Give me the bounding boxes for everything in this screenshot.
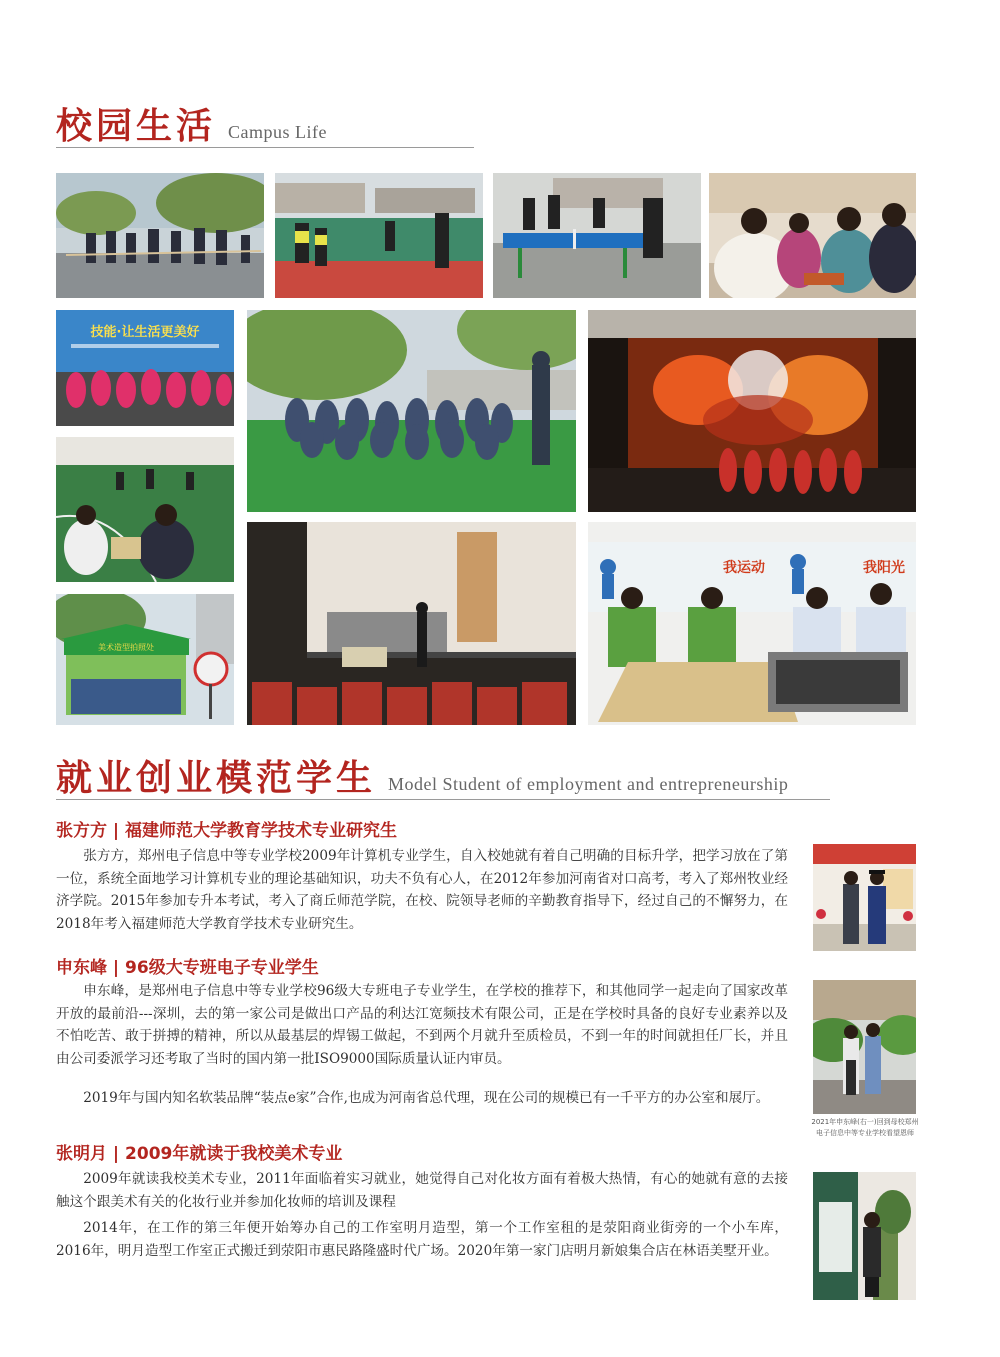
student-2-photo-caption: 2021年申东峰(右一)回到母校郑州电子信息中等专业学校看望恩师 [811,1118,919,1137]
campus-life-rule [56,147,474,148]
employment-title-en: Model Student of employment and entrepreneurship [388,774,789,794]
employment-rule [56,799,830,800]
stage-banner-text: 技能·让生活更美好 [90,325,200,340]
student-2-photo [813,980,916,1114]
employment-title-cn: 就业创业模范学生 [56,757,377,799]
booth-sign-text: 美术造型拍照处 [98,643,154,652]
student-2-paragraph-1: 申东峰，是郑州电子信息中等专业学校96级大专班电子专业学生，在学校的推荐下，和其他同学一起走向了国家改革开放的最前沿---深圳，去的第一家公司是做出口产品的利达江宽频技术有限公司，正是在学校时具备的良好专业素养以及不怕吃苦、敢于拼搏的精神，所以从最基层的焊锡工做起，不到两个月就升至质检员，不到一年的时间就担任厂长，并且由公司委派学习还考取了当时的国内第一批ISO9000国际质量认证内审员。 [56,983,788,1067]
campus-life-heading [56,98,327,149]
skills-competition-photo [588,522,916,725]
lecture-hall-photo [247,522,576,725]
sports-banner-text-2: 我阳光 [863,560,905,576]
student-2-paragraph-2: 2019年与国内知名软装品牌“装点e家”合作,也成为河南省总代理，现在公司的规模已有一千平方的办公室和展厅。 [83,1090,770,1106]
student-3-heading: 张明月 | 2009年就读于我校美术专业 [56,1144,343,1164]
student-1-paragraph-1: 张方方，郑州电子信息中等专业学校2009年计算机专业学生，自入校她就有着自己明确的目标升学，把学习放在了第一位，系统全面地学习计算机专业的理论基础知识，功夫不负有心人，在2012年参加河南省对口高考，考入了郑州牧业经济学院。2015年参加专升本考试，考入了商丘师范学院，在校、院领导老师的辛勤教育指导下，经过自己的不懈努力，在2018年考入福建师范大学教育学技术专业研究生。 [56,848,788,932]
board-game-photo [56,437,234,582]
campus-life-title-en: Campus Life [228,122,327,142]
military-training-photo [247,310,576,512]
cooking-class-photo [709,173,916,298]
student-3-paragraph-2: 2014年，在工作的第三年便开始筹办自己的工作室明月造型，第一个工作室租的是荥阳商业街旁的一个小车库，2016年，明月造型工作室正式搬迁到荥阳市惠民路隆盛时代广场。2020年第一家门店明月新娘集合店在林语美墅开业。 [56,1220,788,1259]
sports-banner-text: 我运动 [723,560,765,576]
stage-dance-banner-photo [56,310,234,426]
student-3-photo [813,1172,916,1300]
campus-life-title-cn: 校园生活 [56,105,217,147]
student-1-photo [813,844,916,951]
student-3-paragraph-1: 2009年就读我校美术专业，2011年面临着实习就业，她觉得自己对化妆方面有着极大热情，有心的她就有意的去接触这个跟美术有关的化妆行业并参加化妆师的培训及课程 [56,1171,788,1210]
employment-heading [56,750,788,801]
student-1-heading: 张方方 | 福建师范大学教育学技术专业研究生 [56,821,398,841]
table-tennis-photo [493,173,701,298]
tug-of-war-photo [56,173,264,298]
stage-performance-photo [588,310,916,512]
art-booth-photo [56,594,234,725]
relay-race-photo [275,173,483,298]
student-2-heading: 申东峰 | 96级大专班电子专业学生 [56,958,319,978]
